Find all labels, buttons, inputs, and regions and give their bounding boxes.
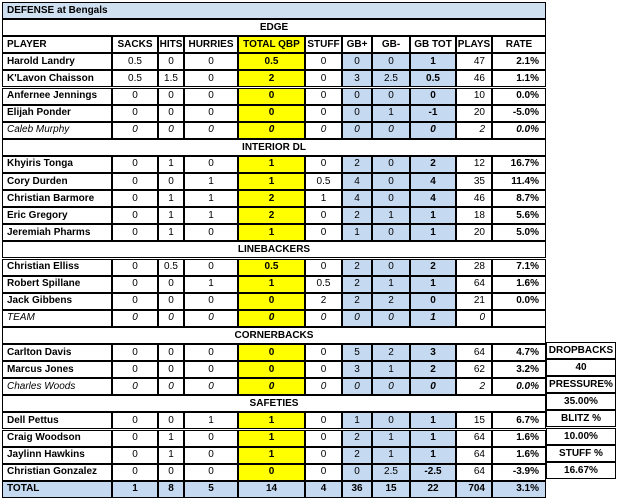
stat-cell: 0 xyxy=(305,88,342,105)
player-name: Khyiris Tonga xyxy=(2,156,112,173)
player-name: Jaylinn Hawkins xyxy=(2,447,112,464)
summary-value: 16.67% xyxy=(546,462,616,479)
stat-cell: 0 xyxy=(342,122,372,139)
stat-cell: 4 xyxy=(342,173,372,190)
player-name: Craig Woodson xyxy=(2,430,112,447)
player-name: Caleb Murphy xyxy=(2,122,112,139)
stat-cell: 0 xyxy=(305,122,342,139)
stat-cell: 0.5 xyxy=(112,70,158,87)
stat-cell: 64 xyxy=(456,430,492,447)
stat-cell: 0 xyxy=(112,88,158,105)
stat-cell: 2 xyxy=(342,259,372,276)
stat-cell: 1 xyxy=(372,276,410,293)
section-header: INTERIOR DL xyxy=(2,139,546,156)
stat-cell: 64 xyxy=(456,464,492,481)
player-name: Christian Gonzalez xyxy=(2,464,112,481)
summary-label: DROPBACKS xyxy=(546,342,616,359)
stat-cell: 0 xyxy=(238,122,305,139)
stat-cell: 21 xyxy=(456,293,492,310)
summary-value: 40 xyxy=(546,359,616,376)
stat-cell: 1.1% xyxy=(492,70,546,87)
stat-cell: 1 xyxy=(184,190,238,207)
stat-cell: 0 xyxy=(342,88,372,105)
stat-cell: 0 xyxy=(410,88,456,105)
stat-cell: 3.2% xyxy=(492,361,546,378)
stat-cell: 0.0% xyxy=(492,88,546,105)
stat-cell: 0 xyxy=(184,156,238,173)
stat-cell: 2 xyxy=(342,293,372,310)
stat-cell: 0 xyxy=(410,378,456,395)
stat-cell: 0 xyxy=(184,310,238,327)
stat-cell: 2 xyxy=(372,293,410,310)
stat-cell: 0 xyxy=(342,310,372,327)
stat-cell: 2.5 xyxy=(372,464,410,481)
stat-cell: 0 xyxy=(305,105,342,122)
summary-label: PRESSURE% xyxy=(546,376,616,393)
stat-cell: 0 xyxy=(158,173,184,190)
stat-cell: 1 xyxy=(238,447,305,464)
stat-cell: 62 xyxy=(456,361,492,378)
total-cell: 15 xyxy=(372,481,410,498)
column-header: HURRIES xyxy=(184,36,238,53)
stat-cell: 1 xyxy=(158,207,184,224)
stat-cell: 0 xyxy=(238,105,305,122)
total-cell: 22 xyxy=(410,481,456,498)
stat-cell: 0 xyxy=(410,122,456,139)
column-header: TOTAL QBP xyxy=(238,36,305,53)
summary-label: BLITZ % xyxy=(546,410,616,427)
stat-cell: 0 xyxy=(112,293,158,310)
stat-cell: 5.6% xyxy=(492,207,546,224)
total-cell: 36 xyxy=(342,481,372,498)
stat-cell: 2 xyxy=(410,156,456,173)
stat-cell: 2 xyxy=(238,207,305,224)
stat-cell: 1 xyxy=(184,173,238,190)
stat-cell: -3.9% xyxy=(492,464,546,481)
stat-cell: 0.0% xyxy=(492,378,546,395)
stat-cell: 0 xyxy=(305,70,342,87)
stat-cell: 10 xyxy=(456,88,492,105)
stat-cell: 0 xyxy=(112,156,158,173)
stat-cell: 0 xyxy=(112,105,158,122)
stat-cell: 1 xyxy=(238,412,305,429)
stat-cell: 0 xyxy=(305,447,342,464)
stat-cell: 1 xyxy=(372,430,410,447)
stat-cell: 1 xyxy=(410,207,456,224)
stat-cell: 1 xyxy=(410,447,456,464)
stat-cell: 2 xyxy=(342,207,372,224)
total-cell: 3.1% xyxy=(492,481,546,498)
total-cell: 4 xyxy=(305,481,342,498)
stat-cell: 0.5 xyxy=(305,173,342,190)
stat-cell: 0 xyxy=(372,224,410,241)
stat-cell: 2 xyxy=(372,344,410,361)
stat-cell: 2 xyxy=(342,156,372,173)
stat-cell: 0 xyxy=(112,361,158,378)
stat-cell: 1 xyxy=(158,156,184,173)
stat-cell: 0 xyxy=(305,412,342,429)
stat-cell: 2 xyxy=(342,430,372,447)
stat-cell: 0 xyxy=(342,53,372,70)
column-header: RATE xyxy=(492,36,546,53)
stat-cell: 0 xyxy=(158,88,184,105)
stat-cell: 0 xyxy=(342,105,372,122)
stat-cell: 0 xyxy=(158,293,184,310)
stat-cell: 1 xyxy=(184,207,238,224)
stat-cell: 1 xyxy=(158,190,184,207)
stat-cell: 35 xyxy=(456,173,492,190)
stat-cell: 0 xyxy=(112,276,158,293)
stat-cell: 1 xyxy=(410,276,456,293)
stat-cell: 1 xyxy=(305,190,342,207)
stat-cell: 2 xyxy=(410,259,456,276)
stat-cell: 0 xyxy=(305,156,342,173)
stat-cell: 0 xyxy=(184,53,238,70)
stat-cell: 0.5 xyxy=(238,259,305,276)
stat-cell: 0 xyxy=(372,88,410,105)
stat-cell: 1.6% xyxy=(492,447,546,464)
stat-cell: 0 xyxy=(238,378,305,395)
stat-cell: 1 xyxy=(238,224,305,241)
stat-cell: 20 xyxy=(456,105,492,122)
stat-cell: 4.7% xyxy=(492,344,546,361)
stat-cell: 4 xyxy=(410,190,456,207)
defense-stats-sheet xyxy=(2,2,546,495)
stat-cell: -1 xyxy=(410,105,456,122)
stat-cell: 0 xyxy=(372,378,410,395)
player-name: Charles Woods xyxy=(2,378,112,395)
stat-cell: 6.7% xyxy=(492,412,546,429)
summary-value: 10.00% xyxy=(546,428,616,445)
stat-cell: 46 xyxy=(456,70,492,87)
stat-cell: 12 xyxy=(456,156,492,173)
stat-cell: 0 xyxy=(305,53,342,70)
stat-cell: 1 xyxy=(410,430,456,447)
stat-cell: 20 xyxy=(456,224,492,241)
stat-cell: 0 xyxy=(184,88,238,105)
stat-cell: 7.1% xyxy=(492,259,546,276)
stat-cell: 0 xyxy=(112,259,158,276)
stat-cell: 1.6% xyxy=(492,430,546,447)
stat-cell: 0 xyxy=(112,122,158,139)
stat-cell: 0 xyxy=(112,464,158,481)
stat-cell: 0 xyxy=(112,412,158,429)
stat-cell: 64 xyxy=(456,447,492,464)
column-header: SACKS xyxy=(112,36,158,53)
stat-cell: 0 xyxy=(112,344,158,361)
stat-cell: 0 xyxy=(184,293,238,310)
stat-cell: 0 xyxy=(158,310,184,327)
stat-cell: 0 xyxy=(184,430,238,447)
stat-cell: 1 xyxy=(410,412,456,429)
stat-cell: 0 xyxy=(184,344,238,361)
player-name: Cory Durden xyxy=(2,173,112,190)
stat-cell: 0 xyxy=(372,122,410,139)
stat-cell: 0 xyxy=(158,361,184,378)
player-name: TEAM xyxy=(2,310,112,327)
stat-cell: 64 xyxy=(456,276,492,293)
summary-label: STUFF % xyxy=(546,445,616,462)
stat-cell: 1 xyxy=(184,412,238,429)
stat-cell: 0.5 xyxy=(158,259,184,276)
stat-cell: 0 xyxy=(112,378,158,395)
stat-cell: 1 xyxy=(158,224,184,241)
stat-cell: 0 xyxy=(184,378,238,395)
stat-cell: 1 xyxy=(410,224,456,241)
stat-cell: 0 xyxy=(184,224,238,241)
stat-cell: 0 xyxy=(305,430,342,447)
stat-cell: 0 xyxy=(112,310,158,327)
stat-cell: 1 xyxy=(238,156,305,173)
stat-cell: 0 xyxy=(305,224,342,241)
column-header: PLAYER xyxy=(2,36,112,53)
stat-cell: -2.5 xyxy=(410,464,456,481)
stat-cell: 0 xyxy=(158,464,184,481)
stat-cell: 0 xyxy=(372,53,410,70)
column-header: GB- xyxy=(372,36,410,53)
stat-cell: 16.7% xyxy=(492,156,546,173)
player-name: Dell Pettus xyxy=(2,412,112,429)
stat-cell: 18 xyxy=(456,207,492,224)
stat-cell: 0 xyxy=(158,344,184,361)
player-name: Carlton Davis xyxy=(2,344,112,361)
stat-cell: 2 xyxy=(342,276,372,293)
stat-cell: 0 xyxy=(158,105,184,122)
stat-cell: 0 xyxy=(305,207,342,224)
stat-cell: 0.0% xyxy=(492,293,546,310)
section-header: LINEBACKERS xyxy=(2,241,546,258)
stat-cell: 3 xyxy=(342,70,372,87)
stat-cell: 0 xyxy=(184,122,238,139)
stat-cell: 0 xyxy=(372,259,410,276)
stat-cell: 0 xyxy=(238,464,305,481)
stat-cell: 1 xyxy=(372,207,410,224)
stat-cell: 1 xyxy=(238,430,305,447)
stat-cell: 0 xyxy=(372,156,410,173)
stat-cell: 2 xyxy=(238,70,305,87)
player-name: Christian Elliss xyxy=(2,259,112,276)
stat-cell: 2 xyxy=(342,447,372,464)
stat-cell: 1 xyxy=(238,276,305,293)
stat-cell: 0.5 xyxy=(410,70,456,87)
stat-cell: 2.5 xyxy=(372,70,410,87)
column-header: STUFF xyxy=(305,36,342,53)
stat-cell: 46 xyxy=(456,190,492,207)
stat-cell: 0 xyxy=(238,361,305,378)
stat-cell: 0 xyxy=(372,412,410,429)
stat-cell: 0 xyxy=(184,361,238,378)
stat-cell: 3 xyxy=(410,344,456,361)
stat-cell: 0 xyxy=(158,122,184,139)
stat-cell: 0 xyxy=(184,105,238,122)
section-header: CORNERBACKS xyxy=(2,327,546,344)
section-header: EDGE xyxy=(2,19,546,36)
stat-cell xyxy=(492,310,546,327)
stat-cell: 0 xyxy=(112,207,158,224)
stat-cell: 0 xyxy=(184,70,238,87)
stat-cell: 4 xyxy=(410,173,456,190)
stat-cell: 0 xyxy=(184,447,238,464)
stat-cell: 0 xyxy=(112,224,158,241)
stat-cell: 1 xyxy=(410,53,456,70)
player-name: Elijah Ponder xyxy=(2,105,112,122)
stat-cell: 0 xyxy=(158,412,184,429)
stat-cell: 0 xyxy=(238,344,305,361)
stat-cell: 0.5 xyxy=(112,53,158,70)
stat-cell: 1.5 xyxy=(158,70,184,87)
player-name: Christian Barmore xyxy=(2,190,112,207)
section-header: SAFETIES xyxy=(2,395,546,412)
total-label: TOTAL xyxy=(2,481,112,498)
stat-cell: 0 xyxy=(305,464,342,481)
player-name: Marcus Jones xyxy=(2,361,112,378)
stat-cell: 2 xyxy=(305,293,342,310)
stat-cell: 1 xyxy=(158,430,184,447)
stat-cell: 0 xyxy=(456,310,492,327)
stat-cell: 1 xyxy=(372,361,410,378)
stat-cell: 1.6% xyxy=(492,276,546,293)
player-name: K'Lavon Chaisson xyxy=(2,70,112,87)
stat-cell: 0 xyxy=(372,173,410,190)
stat-cell: 8.7% xyxy=(492,190,546,207)
stat-cell: 0 xyxy=(372,190,410,207)
stat-cell: 64 xyxy=(456,344,492,361)
stat-cell: 28 xyxy=(456,259,492,276)
column-header: GB TOT xyxy=(410,36,456,53)
player-name: Jack Gibbens xyxy=(2,293,112,310)
total-cell: 8 xyxy=(158,481,184,498)
stat-cell: 0.0% xyxy=(492,122,546,139)
stat-cell: 0 xyxy=(305,310,342,327)
stat-cell: 0 xyxy=(410,293,456,310)
player-name: Harold Landry xyxy=(2,53,112,70)
total-cell: 5 xyxy=(184,481,238,498)
stat-cell: 0 xyxy=(158,378,184,395)
stat-cell: 1 xyxy=(372,105,410,122)
stat-cell: 0 xyxy=(305,361,342,378)
stat-cell: 0.5 xyxy=(305,276,342,293)
stat-cell: 0 xyxy=(238,293,305,310)
stat-cell: 0 xyxy=(238,88,305,105)
stat-cell: 3 xyxy=(342,361,372,378)
stat-cell: 0 xyxy=(238,310,305,327)
stat-cell: 2 xyxy=(456,378,492,395)
sheet-title: DEFENSE at Bengals xyxy=(2,2,546,19)
stat-cell: 1 xyxy=(158,447,184,464)
stat-cell: -5.0% xyxy=(492,105,546,122)
stat-cell: 2 xyxy=(410,361,456,378)
total-cell: 14 xyxy=(238,481,305,498)
total-cell: 704 xyxy=(456,481,492,498)
stat-cell: 47 xyxy=(456,53,492,70)
stat-cell: 0 xyxy=(112,447,158,464)
total-cell: 1 xyxy=(112,481,158,498)
stat-cell: 0.5 xyxy=(238,53,305,70)
stat-cell: 1 xyxy=(238,173,305,190)
stat-cell: 5 xyxy=(342,344,372,361)
stat-cell: 5.0% xyxy=(492,224,546,241)
summary-value: 35.00% xyxy=(546,393,616,410)
stat-cell: 11.4% xyxy=(492,173,546,190)
stat-cell: 1 xyxy=(372,447,410,464)
stat-cell: 0 xyxy=(305,344,342,361)
stat-cell: 0 xyxy=(342,378,372,395)
stat-cell: 0 xyxy=(158,276,184,293)
stat-cell: 2 xyxy=(456,122,492,139)
column-header: GB+ xyxy=(342,36,372,53)
stat-cell: 0 xyxy=(184,259,238,276)
stat-cell: 0 xyxy=(342,464,372,481)
stat-cell: 2.1% xyxy=(492,53,546,70)
stat-cell: 4 xyxy=(342,190,372,207)
stat-cell: 1 xyxy=(410,310,456,327)
column-header: HITS xyxy=(158,36,184,53)
player-name: Robert Spillane xyxy=(2,276,112,293)
stat-cell: 0 xyxy=(184,464,238,481)
stat-cell: 0 xyxy=(372,310,410,327)
player-name: Anfernee Jennings xyxy=(2,88,112,105)
stat-cell: 1 xyxy=(342,224,372,241)
stat-cell: 0 xyxy=(112,173,158,190)
stat-cell: 1 xyxy=(342,412,372,429)
stat-cell: 0 xyxy=(305,378,342,395)
player-name: Eric Gregory xyxy=(2,207,112,224)
stat-cell: 1 xyxy=(184,276,238,293)
column-header: PLAYS xyxy=(456,36,492,53)
stat-cell: 0 xyxy=(112,190,158,207)
player-name: Jeremiah Pharms xyxy=(2,224,112,241)
stat-cell: 2 xyxy=(238,190,305,207)
stat-cell: 0 xyxy=(305,259,342,276)
stat-cell: 15 xyxy=(456,412,492,429)
stat-cell: 0 xyxy=(112,430,158,447)
stat-cell: 0 xyxy=(158,53,184,70)
